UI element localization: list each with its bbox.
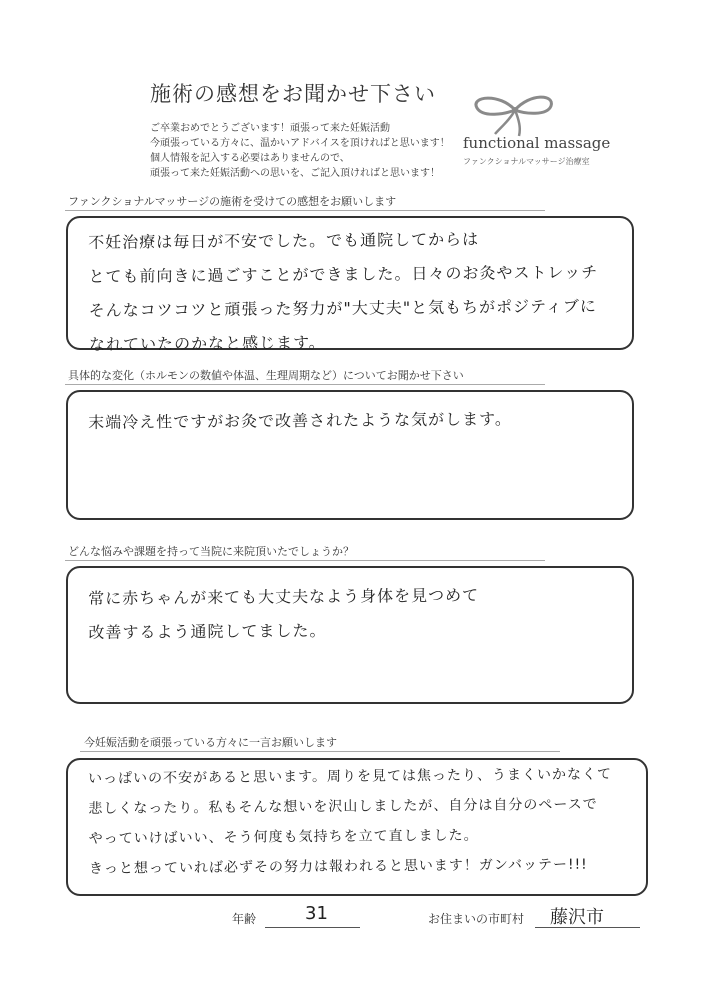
answer-line: やっていけばいい、そう何度も気持ちを立て直しました。 (88, 827, 479, 847)
answer-line: そんなコツコツと頑張った努力が"大丈夫"と気もちがポジティブに (88, 296, 597, 320)
answer-line: いっぱいの不安があると思います。周りを見ては焦ったり、うまくいかなくて (88, 766, 613, 787)
divider (65, 560, 545, 561)
answer-line: なれていたのかなと感じます。 (88, 332, 326, 354)
answer-line: 不妊治療は毎日が不安でした。でも通院してからは (88, 229, 480, 252)
answer-box[interactable] (66, 216, 634, 354)
answer-line: 常に赤ちゃんが来ても大丈夫なよう身体を見つめて (88, 585, 480, 608)
question-label: ファンクショナルマッサージの施術を受けての感想をお願いします (68, 195, 397, 208)
answer-text (88, 577, 619, 650)
age-underline (265, 927, 360, 928)
question-label: 今妊娠活動を頑張っている方々に一言お願いします (84, 736, 337, 749)
intro-line: 今頑張っている方々に、温かいアドバイスを頂ければと思います！ (150, 138, 450, 149)
ribbon-logo-icon (455, 88, 575, 138)
question-label: どんな悩みや課題を持って当院に来院頂いたでしょうか？ (68, 545, 354, 558)
page-title: 施術の感想をお聞かせ下さい (150, 82, 436, 106)
intro-line: 個人情報を記入する必要はありませんので、 (150, 153, 350, 164)
divider (65, 210, 545, 211)
answer-box[interactable] (66, 390, 634, 520)
logo-text: functional massage (463, 134, 611, 152)
answer-line: 末端冷え性ですがお灸で改善されたような気がします。 (88, 409, 512, 432)
answer-text (88, 759, 633, 884)
answer-line: 改善するよう通院してました。 (88, 620, 327, 642)
answer-line: とても前向きに過ごすことができました。日々のお灸やストレッチ (88, 262, 599, 286)
divider (65, 384, 545, 385)
answer-box[interactable] (66, 566, 634, 704)
city-label: お住まいの市町村 (428, 912, 525, 926)
answer-text (88, 221, 619, 362)
intro-line: 頑張って来た妊娠活動への思いを、ご記入頂ければと思います！ (150, 168, 440, 179)
answer-line: きっと想っていれば必ずその努力は報われると思います！ガンバッテー!!! (88, 856, 588, 877)
intro-line: ご卒業おめでとうございます！頑張って来た妊娠活動 (150, 123, 390, 134)
logo-subtitle: ファンクショナルマッサージ治療室 (463, 157, 590, 166)
answer-text (88, 401, 618, 440)
answer-line: 悲しくなったり。私もそんな想いを沢山しましたが、自分は自分のペースで (88, 796, 598, 817)
answer-box[interactable] (66, 758, 648, 896)
age-value: 31 (305, 903, 328, 924)
question-label: 具体的な変化（ホルモンの数値や体温、生理周期など）についてお聞かせ下さい (68, 369, 464, 382)
age-label: 年齢 (232, 912, 257, 926)
brand-logo (455, 88, 611, 168)
intro-text (150, 121, 450, 181)
city-underline (535, 927, 640, 928)
city-value: 藤沢市 (550, 907, 604, 928)
divider (80, 751, 560, 752)
